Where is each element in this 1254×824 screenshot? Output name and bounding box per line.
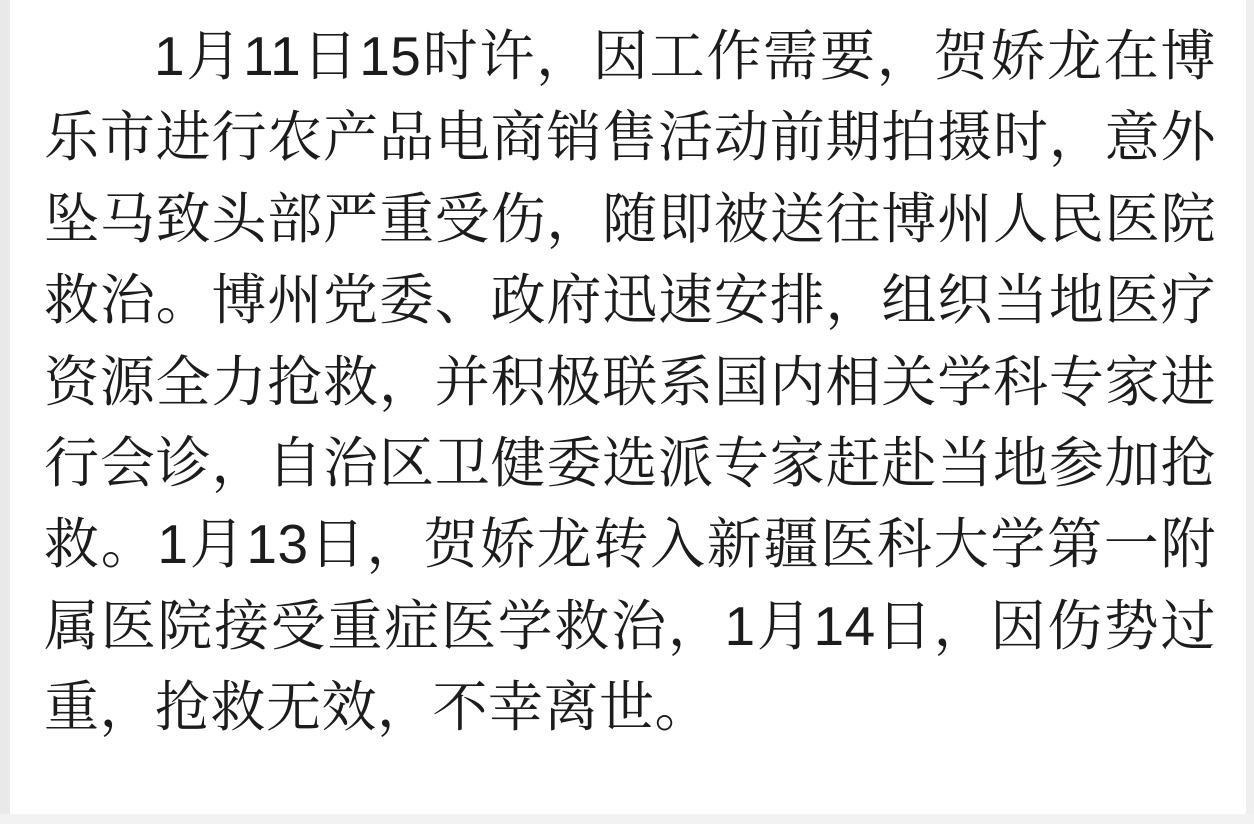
page-bottom-edge-shade — [0, 814, 1254, 824]
page-right-edge-shade — [1246, 0, 1254, 824]
page-left-edge-shade — [0, 0, 10, 824]
article-paragraph: 1月11日15时许，因工作需要，贺娇龙在博乐市进行农产品电商销售活动前期拍摄时，意外坠马致头部严重受伤，随即被送往博州人民医院救治。博州党委、政府迅速安排，组织当地医疗资源全力抢救，并积极联系国内相关学科专家进行会诊，自治区卫健委选派专家赶赴当地参加抢救。1月13日，贺娇龙转入新疆医科大学第一附属医院接受重症医学救治，1月14日，因伤势过重，抢救无效，不幸离世。 — [44, 25, 1216, 739]
article-container — [44, 16, 1216, 806]
